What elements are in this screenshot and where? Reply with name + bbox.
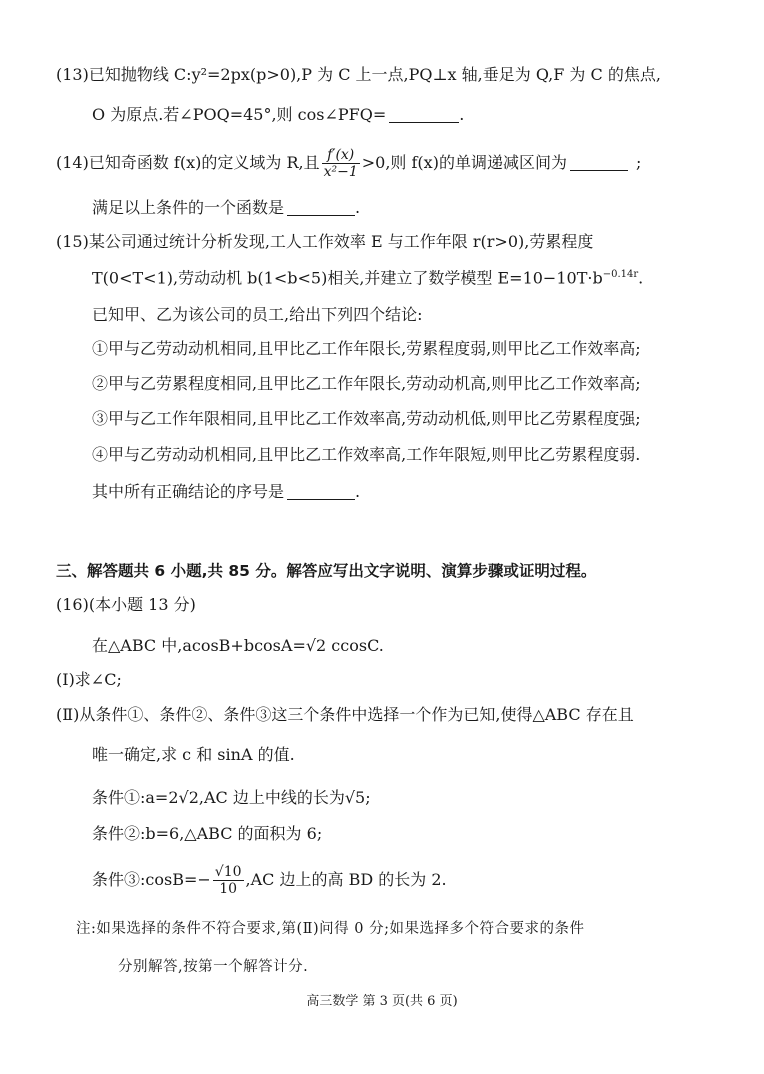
q14-semicolon: ; [635, 153, 642, 172]
q16-note-line2: 分别解答,按第一个解答计分. [118, 959, 309, 975]
q15-last-text: 其中所有正确结论的序号是 [92, 482, 285, 501]
q16-given: 在△ABC 中,acosB+bcosA=√2 ccosC. [92, 636, 384, 655]
q15-period: . [355, 482, 361, 501]
q14-text-a: (14)已知奇函数 f(x)的定义域为 R,且 [56, 153, 320, 172]
q15-option-2: ②甲与乙劳累程度相同,且甲比乙工作年限长,劳动动机高,则甲比乙工作效率高; [92, 374, 641, 393]
q16-cond3-text-a: 条件③:cosB=− [92, 870, 211, 889]
q16-condition-1: 条件①:a=2√2,AC 边上中线的长为√5; [92, 788, 371, 807]
q14-line2-text: 满足以上条件的一个函数是 [92, 198, 285, 217]
q16-cond3-num: √10 [214, 864, 242, 880]
q16-part1: (Ⅰ)求∠C; [56, 670, 122, 689]
q16-condition-2: 条件②:b=6,△ABC 的面积为 6; [92, 824, 323, 843]
q15-exponent: −0.14r [602, 269, 639, 280]
q15-line2-text: T(0<T<1),劳动动机 b(1<b<5)相关,并建立了数学模型 E=10−10T·b [92, 268, 603, 288]
q14-frac-num: f′(x) [322, 147, 360, 164]
q15-answer-blank[interactable] [287, 483, 355, 500]
q15-line1: (15)某公司通过统计分析发现,工人工作效率 E 与工作年限 r(r>0),劳累程度 [56, 232, 594, 251]
q14-fraction [322, 147, 360, 180]
q15-line3: 已知甲、乙为该公司的员工,给出下列四个结论: [92, 305, 423, 324]
q16-part2-line1: (Ⅱ)从条件①、条件②、条件③这三个条件中选择一个作为已知,使得△ABC 存在且 [56, 705, 634, 724]
q16-cond3-text-b: ,AC 边上的高 BD 的长为 2. [245, 870, 447, 889]
q15-option-3: ③甲与乙工作年限相同,且甲比乙工作效率高,劳动动机低,则甲比乙劳累程度强; [92, 409, 641, 428]
q14-frac-den: x²−1 [323, 164, 358, 180]
page-footer: 高三数学 第 3 页(共 6 页) [306, 994, 458, 1009]
q14-text-b: >0,则 f(x)的单调递减区间为 [361, 153, 567, 172]
q13-line1: (13)已知抛物线 C:y²=2px(p>0),P 为 C 上一点,PQ⊥x 轴,垂足为 Q,F 为 C 的焦点, [56, 65, 661, 84]
q14-answer-blank-1[interactable] [570, 154, 628, 171]
q15-line2-end: . [638, 268, 644, 288]
q16-cond3-den: 10 [219, 881, 238, 897]
q15-line2 [92, 264, 643, 289]
q14-line2 [92, 197, 360, 219]
q16-note-line1: 注:如果选择的条件不符合要求,第(Ⅱ)问得 0 分;如果选择多个符合要求的条件 [76, 921, 585, 937]
q13-period: . [459, 105, 465, 124]
q16-title: (16)(本小题 13 分) [56, 595, 196, 614]
q14-answer-blank-2[interactable] [287, 199, 355, 216]
q15-last-line [92, 481, 360, 503]
q16-condition-3 [92, 862, 447, 898]
q13-answer-blank[interactable] [389, 106, 459, 123]
q13-line2-text: O 为原点.若∠POQ=45°,则 cos∠PFQ= [92, 105, 387, 124]
q15-option-1: ①甲与乙劳动动机相同,且甲比乙工作年限长,劳累程度弱,则甲比乙工作效率高; [92, 339, 641, 358]
q15-option-4: ④甲与乙劳动动机相同,且甲比乙工作效率高,工作年限短,则甲比乙劳累程度弱. [92, 445, 641, 464]
section-3-heading: 三、解答题共 6 小题,共 85 分。解答应写出文字说明、演算步骤或证明过程。 [56, 562, 597, 580]
q16-cond3-fraction [213, 864, 244, 897]
q14-period: . [355, 198, 361, 217]
q14-line1 [56, 146, 641, 180]
q13-line2 [92, 104, 464, 126]
q16-part2-line2: 唯一确定,求 c 和 sinA 的值. [92, 745, 295, 764]
